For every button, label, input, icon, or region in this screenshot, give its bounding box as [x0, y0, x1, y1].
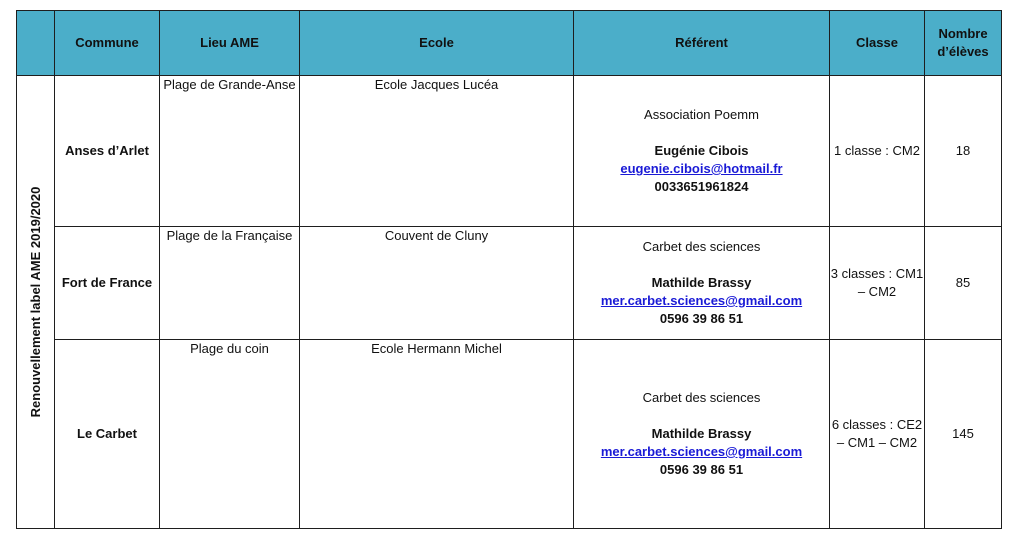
referent-association: Carbet des sciences [642, 390, 761, 405]
referent-cell [574, 76, 830, 227]
table-header [17, 11, 1002, 76]
table-row [17, 76, 1002, 227]
lieu-cell: Plage de Grande-Anse [160, 76, 300, 227]
side-label: Renouvellement label AME 2019/2020 [27, 186, 43, 418]
header-classe: Classe [830, 11, 925, 76]
referent-email-link[interactable]: eugenie.cibois@hotmail.fr [620, 161, 783, 176]
header-nombre [925, 11, 1002, 76]
commune-cell: Le Carbet [55, 340, 160, 529]
ecole-cell: Ecole Hermann Michel [300, 340, 574, 529]
header-commune: Commune [55, 11, 160, 76]
classe-cell: 3 classes : CM1 – CM2 [830, 227, 925, 340]
referent-association: Carbet des sciences [642, 239, 761, 254]
referent-cell [574, 227, 830, 340]
nombre-cell: 85 [925, 227, 1002, 340]
ecole-cell: Ecole Jacques Lucéa [300, 76, 574, 227]
referent-phone: 0033651961824 [654, 179, 749, 194]
classe-cell: 1 classe : CM2 [830, 76, 925, 227]
header-blank-cell [17, 11, 55, 76]
header-ecole: Ecole [300, 11, 574, 76]
commune-cell: Anses d’Arlet [55, 76, 160, 227]
table-row [17, 340, 1002, 529]
referent-name: Mathilde Brassy [651, 275, 752, 290]
referent-name: Eugénie Cibois [654, 143, 749, 158]
referent-association: Association Poemm [644, 107, 759, 122]
header-nombre-line2: d’élèves [937, 44, 989, 59]
table-row [17, 227, 1002, 340]
commune-cell: Fort de France [55, 227, 160, 340]
side-label-cell [17, 76, 55, 529]
referent-cell [574, 340, 830, 529]
header-nombre-line1: Nombre [938, 26, 988, 41]
header-referent: Référent [574, 11, 830, 76]
referent-phone: 0596 39 86 51 [659, 462, 744, 477]
referent-name: Mathilde Brassy [651, 426, 752, 441]
classe-cell: 6 classes : CE2 – CM1 – CM2 [830, 340, 925, 529]
ecole-cell: Couvent de Cluny [300, 227, 574, 340]
header-lieu: Lieu AME [160, 11, 300, 76]
nombre-cell: 18 [925, 76, 1002, 227]
lieu-cell: Plage de la Française [160, 227, 300, 340]
lieu-cell: Plage du coin [160, 340, 300, 529]
referent-email-link[interactable]: mer.carbet.sciences@gmail.com [600, 444, 803, 459]
referent-email-link[interactable]: mer.carbet.sciences@gmail.com [600, 293, 803, 308]
ame-table [16, 10, 1002, 529]
referent-phone: 0596 39 86 51 [659, 311, 744, 326]
nombre-cell: 145 [925, 340, 1002, 529]
